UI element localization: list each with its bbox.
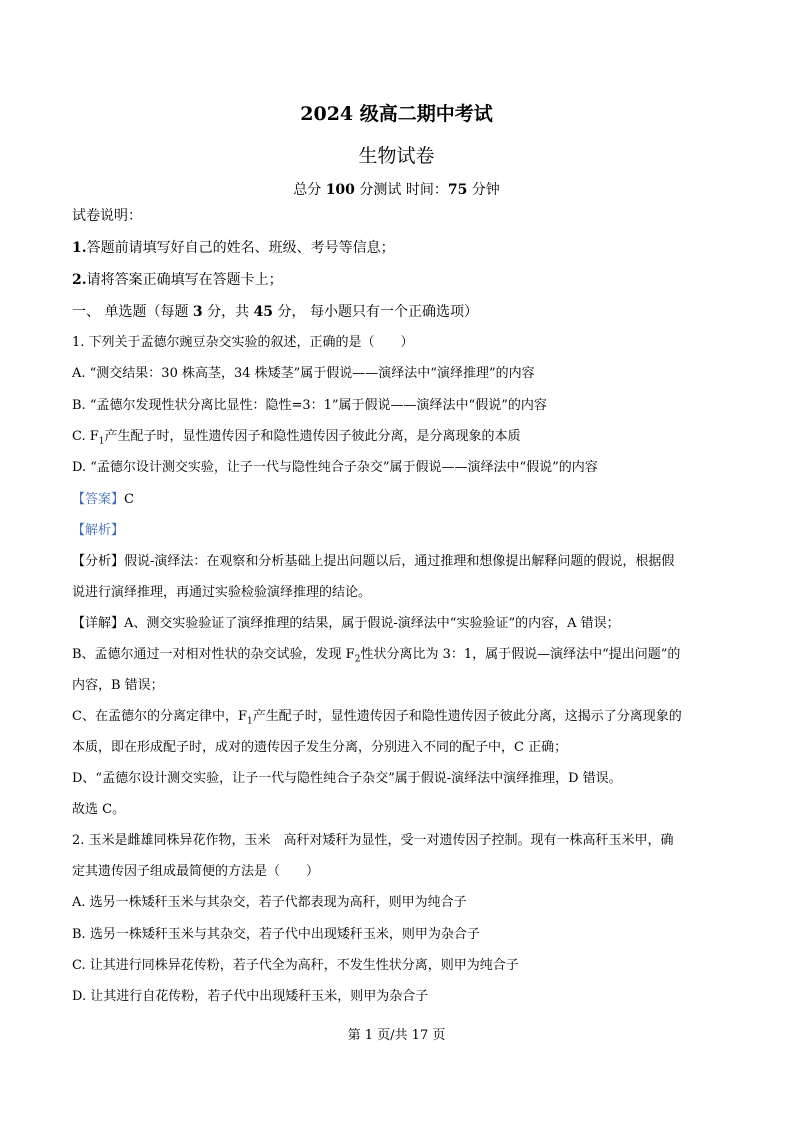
q2-option-b: B. 选另一株矮秆玉米与其杂交，若子代中出现矮秆玉米，则甲为杂合子 [72, 927, 480, 942]
q1-answer [72, 491, 732, 509]
q1-fenxi-line-1 [72, 553, 732, 571]
q1-detail-c-1 [72, 708, 732, 731]
instructions-label: 试卷说明： [72, 208, 142, 224]
instruction-item-2 [72, 271, 732, 289]
q1-option-c [72, 428, 732, 451]
instruction-1-number: 1. [72, 240, 87, 256]
exam-title: 2024 级高二期中考试 [300, 103, 493, 125]
q1-fenxi-line-2: 说进行演绎推理，再通过实验检验演绎推理的结论。 [72, 585, 372, 600]
info-suffix: 分钟 [467, 182, 500, 198]
q2-stem-2: 定其遗传因子组成最简便的方法是（ ） [72, 864, 320, 879]
answer-tag: 【答案】 [72, 492, 125, 507]
instruction-1-text: 答题前请填写好自己的姓名、班级、考号等信息； [86, 240, 395, 256]
q1-option-a: A. “测交结果：30 株高茎，34 株矮茎”属于假说——演绎法中“演绎推理”的内容 [72, 366, 535, 381]
instruction-2-number: 2. [72, 272, 87, 288]
info-time: 75 [447, 182, 468, 198]
section-heading-part: 分，共 [202, 304, 254, 320]
q1-option-c-subscript: 1 [98, 436, 105, 447]
q2-option-c: C. 让其进行同株异花传粉，若子代全为高秆，不发生性状分离，则甲为纯合子 [72, 958, 519, 973]
detail-b-part: 性状分离比为 3：1，属于假说—演绎法中“提出问题”的 [360, 647, 681, 662]
section-heading-total: 45 [253, 304, 274, 320]
section-heading-points: 3 [192, 304, 203, 320]
q1-stem: 1. 下列关于孟德尔豌豆杂交实验的叙述，正确的是（ ） [72, 335, 414, 350]
q1-detail-a [72, 615, 732, 633]
q1-detail-b-1 [72, 646, 732, 669]
instruction-2-text: 请将答案正确填写在答题卡上； [86, 272, 283, 288]
q1-option-c-part: 产生配子时，显性遗传因子和隐性遗传因子彼此分离，是分离现象的本质 [104, 429, 521, 444]
detail-c-part: C、在孟德尔的分离定律中，F [72, 709, 247, 724]
analysis-tag: 【解析】 [72, 523, 125, 538]
q1-option-c-part: C. F [72, 429, 99, 444]
section-heading-part: 分， 每小题只有一个正确选项） [273, 304, 478, 320]
detail-b-part: B、孟德尔通过一对相对性状的杂交试验，发现 F [72, 647, 355, 662]
info-prefix: 总分 [293, 182, 326, 198]
detail-c-part: 产生配子时，显性遗传因子和隐性遗传因子彼此分离，这揭示了分离现象的 [252, 709, 682, 724]
q1-option-d: D. “孟德尔设计测交实验，让子一代与隐性纯合子杂交”属于假说——演绎法中“假说”的内容 [72, 460, 598, 475]
q1-detail-c-2: 本质，即在形成配子时，成对的遗传因子发生分离，分别进入不同的配子中，C 正确； [72, 740, 568, 755]
detail-c-subscript: 1 [246, 716, 253, 727]
page-footer: 第 1 页/共 17 页 [347, 1028, 446, 1043]
fenxi-tag: 【分析】 [72, 554, 125, 569]
q2-option-d: D. 让其进行自花传粉，若子代中出现矮秆玉米，则甲为杂合子 [72, 989, 429, 1004]
section-heading [72, 303, 732, 321]
info-mid: 分测试 时间： [354, 182, 448, 198]
fenxi-text: 假说-演绎法：在观察和分析基础上提出问题以后，通过推理和想像提出解释问题的假说，根据假 [124, 554, 675, 569]
exam-subtitle: 生物试卷 [358, 145, 435, 167]
instruction-item-1 [72, 239, 732, 257]
q2-option-a: A. 选另一株矮秆玉米与其杂交，若子代都表现为高秆，则甲为纯合子 [72, 895, 467, 910]
exam-info [0, 179, 793, 199]
q1-detail-b-2: 内容，B 错误； [72, 678, 164, 693]
q1-conclusion: 故选 C。 [72, 802, 126, 817]
q2-stem-1: 2. 玉米是雌雄同株异花作物，玉米 高秆对矮秆为显性，受一对遗传因子控制。现有一株高秆玉米甲，确 [72, 833, 674, 848]
q1-detail-d: D、“孟德尔设计测交实验，让子一代与隐性纯合子杂交”属于假说-演绎法中演绎推理，D 错误。 [72, 771, 622, 786]
detail-b-subscript: 2 [354, 654, 361, 665]
q1-option-b: B. “孟德尔发现性状分离比显性：隐性=3：1”属于假说——演绎法中“假说”的内容 [72, 398, 547, 413]
answer-value: C [124, 492, 134, 507]
detail-a-text: A、测交实验验证了演绎推理的结果，属于假说-演绎法中“实验验证”的内容，A 错误； [124, 616, 620, 631]
xiangjie-tag: 【详解】 [72, 616, 125, 631]
section-heading-part: 一、 单选题（每题 [72, 304, 193, 320]
info-score: 100 [325, 182, 355, 198]
